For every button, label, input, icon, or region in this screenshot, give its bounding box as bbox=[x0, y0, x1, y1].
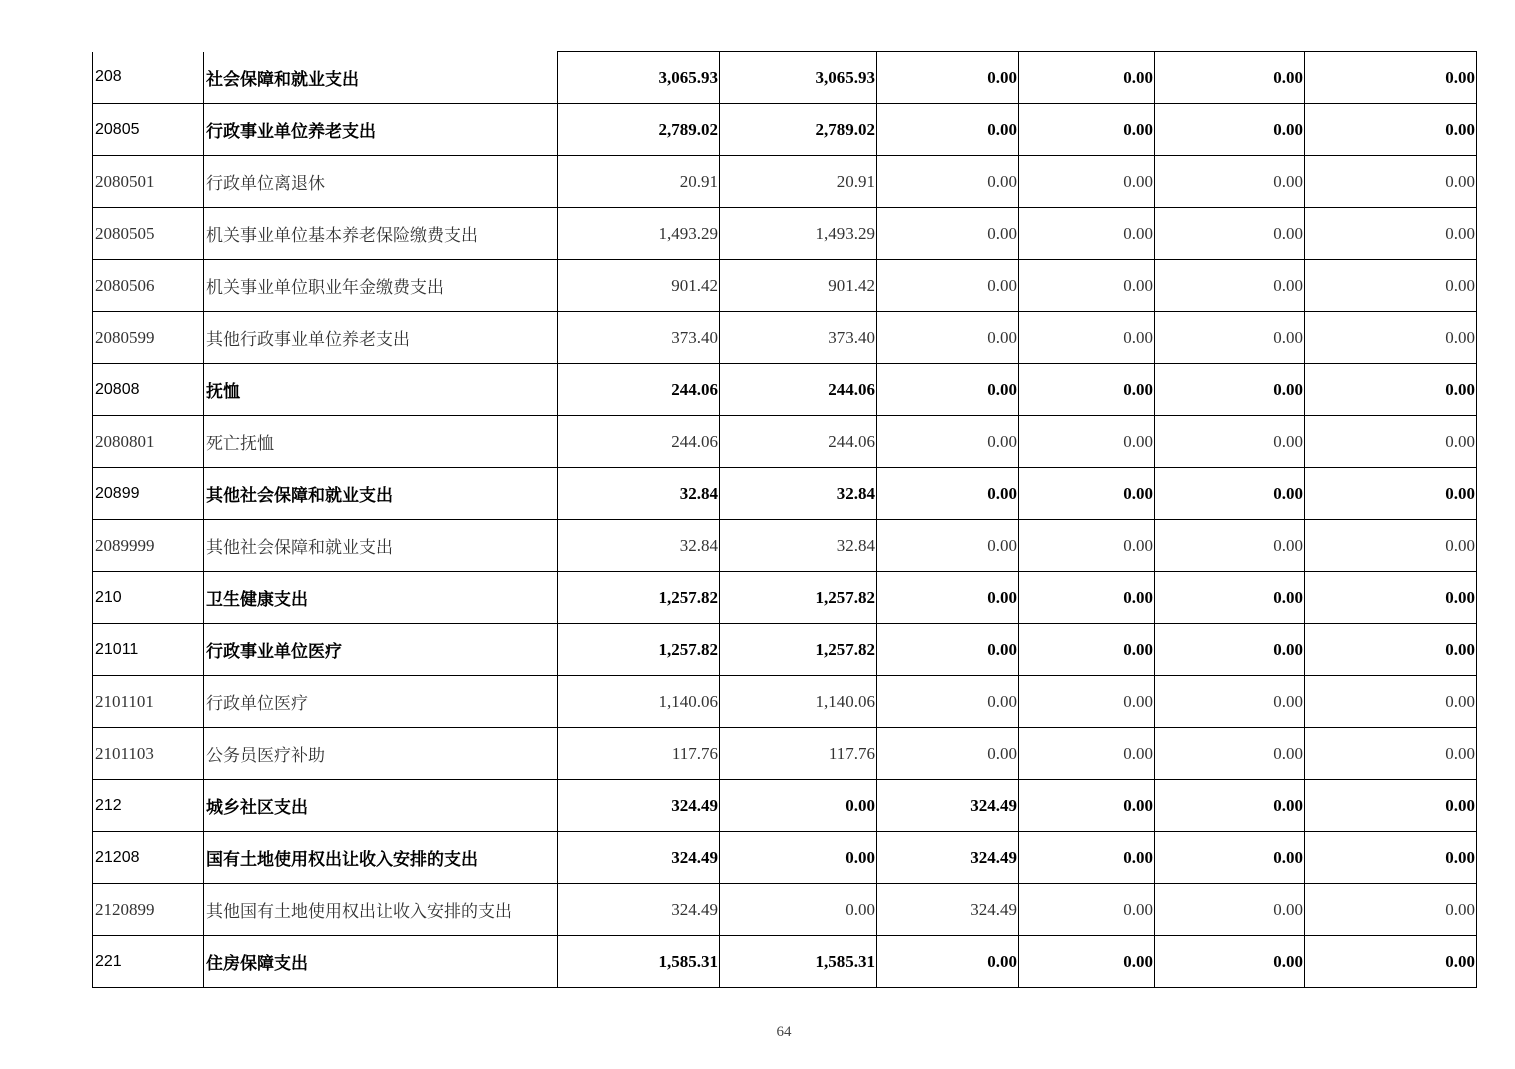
amount-cell-col-6: 0.00 bbox=[1305, 624, 1477, 676]
amount-cell-col-5: 0.00 bbox=[1155, 832, 1305, 884]
amount-cell-col-6: 0.00 bbox=[1305, 520, 1477, 572]
amount-cell-col-6: 0.00 bbox=[1305, 364, 1477, 416]
amount-cell-col-1: 1,257.82 bbox=[558, 624, 720, 676]
amount-cell-col-5: 0.00 bbox=[1155, 156, 1305, 208]
subject-code-cell: 2080506 bbox=[93, 260, 204, 312]
amount-cell-col-5: 0.00 bbox=[1155, 52, 1305, 104]
table-body bbox=[93, 52, 1477, 988]
subject-code-cell: 20805 bbox=[93, 104, 204, 156]
amount-cell-col-1: 901.42 bbox=[558, 260, 720, 312]
subject-code-cell: 2120899 bbox=[93, 884, 204, 936]
subject-code-cell: 221 bbox=[93, 936, 204, 988]
table-row bbox=[93, 312, 1477, 364]
amount-cell-col-3: 324.49 bbox=[877, 832, 1019, 884]
amount-cell-col-2: 0.00 bbox=[720, 832, 877, 884]
subject-name-cell: 其他社会保障和就业支出 bbox=[204, 520, 558, 572]
table-row bbox=[93, 468, 1477, 520]
amount-cell-col-6: 0.00 bbox=[1305, 884, 1477, 936]
table-row bbox=[93, 728, 1477, 780]
amount-cell-col-1: 117.76 bbox=[558, 728, 720, 780]
subject-name-cell: 行政事业单位医疗 bbox=[204, 624, 558, 676]
amount-cell-col-3: 0.00 bbox=[877, 104, 1019, 156]
amount-cell-col-1: 324.49 bbox=[558, 832, 720, 884]
amount-cell-col-6: 0.00 bbox=[1305, 780, 1477, 832]
amount-cell-col-4: 0.00 bbox=[1019, 468, 1155, 520]
amount-cell-col-1: 244.06 bbox=[558, 416, 720, 468]
amount-cell-col-2: 1,585.31 bbox=[720, 936, 877, 988]
amount-cell-col-3: 0.00 bbox=[877, 520, 1019, 572]
subject-name-cell: 机关事业单位基本养老保险缴费支出 bbox=[204, 208, 558, 260]
amount-cell-col-3: 0.00 bbox=[877, 936, 1019, 988]
amount-cell-col-3: 0.00 bbox=[877, 416, 1019, 468]
table-row bbox=[93, 832, 1477, 884]
subject-code-cell: 212 bbox=[93, 780, 204, 832]
table-row bbox=[93, 416, 1477, 468]
subject-name-cell: 死亡抚恤 bbox=[204, 416, 558, 468]
amount-cell-col-4: 0.00 bbox=[1019, 156, 1155, 208]
table-row bbox=[93, 676, 1477, 728]
amount-cell-col-3: 0.00 bbox=[877, 208, 1019, 260]
table-row bbox=[93, 884, 1477, 936]
amount-cell-col-4: 0.00 bbox=[1019, 780, 1155, 832]
amount-cell-col-4: 0.00 bbox=[1019, 728, 1155, 780]
subject-name-cell: 其他国有土地使用权出让收入安排的支出 bbox=[204, 884, 558, 936]
amount-cell-col-2: 1,257.82 bbox=[720, 572, 877, 624]
amount-cell-col-6: 0.00 bbox=[1305, 468, 1477, 520]
amount-cell-col-5: 0.00 bbox=[1155, 884, 1305, 936]
amount-cell-col-4: 0.00 bbox=[1019, 312, 1155, 364]
subject-code-cell: 2080501 bbox=[93, 156, 204, 208]
subject-code-cell: 2080801 bbox=[93, 416, 204, 468]
amount-cell-col-6: 0.00 bbox=[1305, 728, 1477, 780]
amount-cell-col-2: 244.06 bbox=[720, 364, 877, 416]
amount-cell-col-4: 0.00 bbox=[1019, 936, 1155, 988]
amount-cell-col-4: 0.00 bbox=[1019, 260, 1155, 312]
page-number: 64 bbox=[776, 1024, 792, 1040]
amount-cell-col-2: 2,789.02 bbox=[720, 104, 877, 156]
amount-cell-col-1: 3,065.93 bbox=[558, 52, 720, 104]
amount-cell-col-3: 0.00 bbox=[877, 312, 1019, 364]
table-row bbox=[93, 780, 1477, 832]
amount-cell-col-6: 0.00 bbox=[1305, 572, 1477, 624]
amount-cell-col-1: 373.40 bbox=[558, 312, 720, 364]
table-row bbox=[93, 520, 1477, 572]
amount-cell-col-2: 1,257.82 bbox=[720, 624, 877, 676]
amount-cell-col-1: 1,585.31 bbox=[558, 936, 720, 988]
amount-cell-col-5: 0.00 bbox=[1155, 260, 1305, 312]
amount-cell-col-3: 0.00 bbox=[877, 676, 1019, 728]
amount-cell-col-3: 0.00 bbox=[877, 728, 1019, 780]
amount-cell-col-6: 0.00 bbox=[1305, 208, 1477, 260]
amount-cell-col-4: 0.00 bbox=[1019, 884, 1155, 936]
table-row bbox=[93, 936, 1477, 988]
amount-cell-col-4: 0.00 bbox=[1019, 364, 1155, 416]
amount-cell-col-5: 0.00 bbox=[1155, 312, 1305, 364]
amount-cell-col-3: 0.00 bbox=[877, 260, 1019, 312]
subject-name-cell: 行政单位医疗 bbox=[204, 676, 558, 728]
subject-name-cell: 其他行政事业单位养老支出 bbox=[204, 312, 558, 364]
subject-code-cell: 2080505 bbox=[93, 208, 204, 260]
amount-cell-col-5: 0.00 bbox=[1155, 520, 1305, 572]
amount-cell-col-1: 324.49 bbox=[558, 780, 720, 832]
amount-cell-col-5: 0.00 bbox=[1155, 780, 1305, 832]
subject-name-cell: 国有土地使用权出让收入安排的支出 bbox=[204, 832, 558, 884]
amount-cell-col-3: 0.00 bbox=[877, 468, 1019, 520]
amount-cell-col-2: 117.76 bbox=[720, 728, 877, 780]
amount-cell-col-2: 1,493.29 bbox=[720, 208, 877, 260]
amount-cell-col-4: 0.00 bbox=[1019, 208, 1155, 260]
amount-cell-col-2: 0.00 bbox=[720, 780, 877, 832]
subject-name-cell: 卫生健康支出 bbox=[204, 572, 558, 624]
subject-name-cell: 机关事业单位职业年金缴费支出 bbox=[204, 260, 558, 312]
amount-cell-col-2: 1,140.06 bbox=[720, 676, 877, 728]
amount-cell-col-2: 901.42 bbox=[720, 260, 877, 312]
amount-cell-col-6: 0.00 bbox=[1305, 52, 1477, 104]
amount-cell-col-4: 0.00 bbox=[1019, 676, 1155, 728]
table-row bbox=[93, 572, 1477, 624]
amount-cell-col-3: 0.00 bbox=[877, 364, 1019, 416]
amount-cell-col-3: 324.49 bbox=[877, 884, 1019, 936]
table-row bbox=[93, 52, 1477, 104]
subject-code-cell: 2101103 bbox=[93, 728, 204, 780]
table-row bbox=[93, 156, 1477, 208]
amount-cell-col-6: 0.00 bbox=[1305, 416, 1477, 468]
amount-cell-col-3: 0.00 bbox=[877, 52, 1019, 104]
table-row bbox=[93, 104, 1477, 156]
amount-cell-col-5: 0.00 bbox=[1155, 572, 1305, 624]
amount-cell-col-5: 0.00 bbox=[1155, 208, 1305, 260]
subject-name-cell: 其他社会保障和就业支出 bbox=[204, 468, 558, 520]
amount-cell-col-3: 0.00 bbox=[877, 156, 1019, 208]
subject-code-cell: 21208 bbox=[93, 832, 204, 884]
subject-name-cell: 行政单位离退休 bbox=[204, 156, 558, 208]
table-row bbox=[93, 208, 1477, 260]
table-row bbox=[93, 364, 1477, 416]
amount-cell-col-4: 0.00 bbox=[1019, 572, 1155, 624]
amount-cell-col-1: 20.91 bbox=[558, 156, 720, 208]
table-row bbox=[93, 260, 1477, 312]
amount-cell-col-1: 32.84 bbox=[558, 468, 720, 520]
subject-name-cell: 社会保障和就业支出 bbox=[204, 52, 558, 104]
amount-cell-col-1: 2,789.02 bbox=[558, 104, 720, 156]
amount-cell-col-6: 0.00 bbox=[1305, 260, 1477, 312]
subject-code-cell: 2080599 bbox=[93, 312, 204, 364]
amount-cell-col-4: 0.00 bbox=[1019, 416, 1155, 468]
amount-cell-col-6: 0.00 bbox=[1305, 832, 1477, 884]
amount-cell-col-1: 32.84 bbox=[558, 520, 720, 572]
amount-cell-col-2: 244.06 bbox=[720, 416, 877, 468]
amount-cell-col-5: 0.00 bbox=[1155, 624, 1305, 676]
subject-code-cell: 2089999 bbox=[93, 520, 204, 572]
budget-expenditure-table bbox=[92, 51, 1477, 988]
subject-name-cell: 抚恤 bbox=[204, 364, 558, 416]
amount-cell-col-1: 244.06 bbox=[558, 364, 720, 416]
amount-cell-col-4: 0.00 bbox=[1019, 624, 1155, 676]
budget-table-container bbox=[92, 51, 1476, 988]
subject-code-cell: 208 bbox=[93, 52, 204, 104]
amount-cell-col-5: 0.00 bbox=[1155, 728, 1305, 780]
amount-cell-col-4: 0.00 bbox=[1019, 104, 1155, 156]
subject-code-cell: 20899 bbox=[93, 468, 204, 520]
amount-cell-col-2: 32.84 bbox=[720, 468, 877, 520]
subject-code-cell: 210 bbox=[93, 572, 204, 624]
amount-cell-col-5: 0.00 bbox=[1155, 936, 1305, 988]
amount-cell-col-2: 20.91 bbox=[720, 156, 877, 208]
subject-name-cell: 公务员医疗补助 bbox=[204, 728, 558, 780]
amount-cell-col-4: 0.00 bbox=[1019, 832, 1155, 884]
subject-code-cell: 21011 bbox=[93, 624, 204, 676]
amount-cell-col-3: 0.00 bbox=[877, 624, 1019, 676]
amount-cell-col-5: 0.00 bbox=[1155, 364, 1305, 416]
amount-cell-col-1: 1,257.82 bbox=[558, 572, 720, 624]
amount-cell-col-5: 0.00 bbox=[1155, 676, 1305, 728]
amount-cell-col-5: 0.00 bbox=[1155, 468, 1305, 520]
amount-cell-col-2: 0.00 bbox=[720, 884, 877, 936]
amount-cell-col-2: 3,065.93 bbox=[720, 52, 877, 104]
amount-cell-col-6: 0.00 bbox=[1305, 676, 1477, 728]
amount-cell-col-2: 32.84 bbox=[720, 520, 877, 572]
amount-cell-col-6: 0.00 bbox=[1305, 104, 1477, 156]
amount-cell-col-6: 0.00 bbox=[1305, 312, 1477, 364]
amount-cell-col-4: 0.00 bbox=[1019, 520, 1155, 572]
amount-cell-col-5: 0.00 bbox=[1155, 104, 1305, 156]
amount-cell-col-6: 0.00 bbox=[1305, 156, 1477, 208]
amount-cell-col-5: 0.00 bbox=[1155, 416, 1305, 468]
amount-cell-col-6: 0.00 bbox=[1305, 936, 1477, 988]
amount-cell-col-3: 324.49 bbox=[877, 780, 1019, 832]
amount-cell-col-2: 373.40 bbox=[720, 312, 877, 364]
amount-cell-col-4: 0.00 bbox=[1019, 52, 1155, 104]
amount-cell-col-1: 1,493.29 bbox=[558, 208, 720, 260]
amount-cell-col-3: 0.00 bbox=[877, 572, 1019, 624]
table-row bbox=[93, 624, 1477, 676]
amount-cell-col-1: 324.49 bbox=[558, 884, 720, 936]
amount-cell-col-1: 1,140.06 bbox=[558, 676, 720, 728]
subject-name-cell: 行政事业单位养老支出 bbox=[204, 104, 558, 156]
subject-code-cell: 20808 bbox=[93, 364, 204, 416]
subject-name-cell: 城乡社区支出 bbox=[204, 780, 558, 832]
subject-code-cell: 2101101 bbox=[93, 676, 204, 728]
subject-name-cell: 住房保障支出 bbox=[204, 936, 558, 988]
